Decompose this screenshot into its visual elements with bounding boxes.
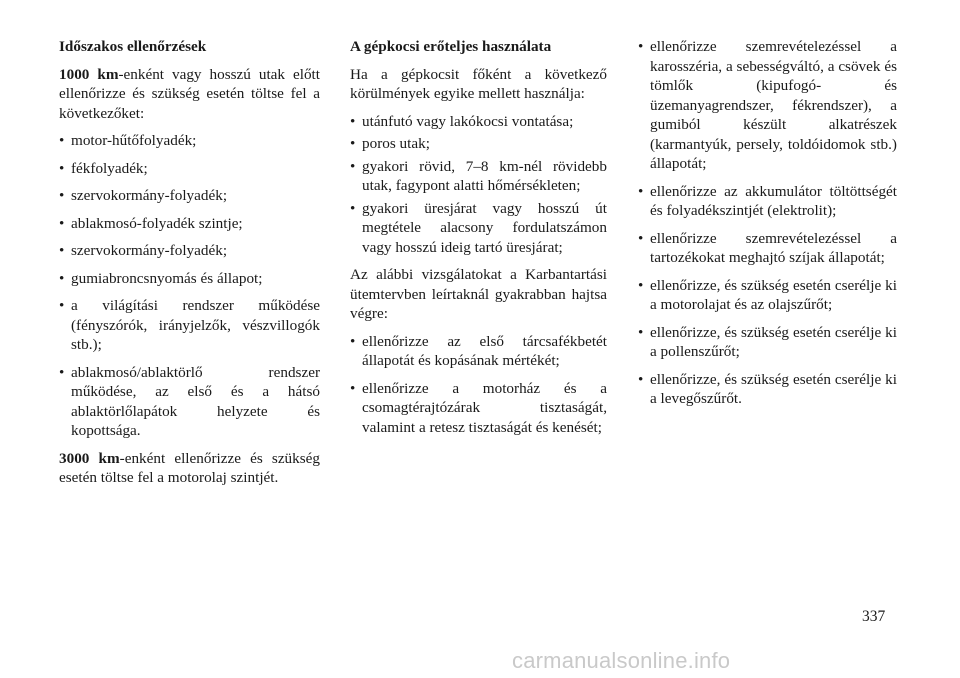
- checks-list-middle: [350, 332, 607, 438]
- paragraph-3000km-text: -enként ellenőrizze és szükség esetén töltse fel a motorolaj szintjét.: [59, 449, 320, 486]
- list-item: • motor-hűtőfolyadék;: [59, 131, 320, 151]
- list-item: • ellenőrizze a motorház és a csomagtérajtózárak tisztaságát, valamint a retesz tisztaságát és kenését;: [350, 379, 607, 438]
- section-heading-heavy-use: A gépkocsi erőteljes használata: [350, 38, 552, 55]
- list-item: • ellenőrizze az akkumulátor töltöttségét és folyadékszintjét (elektrolit);: [638, 182, 897, 221]
- watermark: carmanualsonline.info: [512, 648, 731, 673]
- list-item: • ablakmosó/ablaktörlő rendszer működése, az első és a hátsó ablaktörlőlapátok helyzete és kopottsága.: [59, 363, 320, 441]
- list-item: • gyakori rövid, 7–8 km-nél rövidebb utak, fagypont alatti hőmérsékleten;: [350, 157, 607, 196]
- page-number: 337: [862, 608, 886, 625]
- list-item: • utánfutó vagy lakókocsi vontatása;: [350, 112, 607, 132]
- list-item: • szervokormány-folyadék;: [59, 241, 320, 261]
- paragraph-3000km: [59, 449, 320, 488]
- column-right: [638, 37, 897, 417]
- paragraph-1000km: [59, 65, 320, 124]
- list-item: • ellenőrizze szemrevételezéssel a tartozékokat meghajtó szíjak állapotát;: [638, 229, 897, 268]
- paragraph-1000km-text: -enként vagy hosszú utak előtt ellenőrizze és szükség esetén töltse fel a következőket:: [59, 65, 320, 122]
- conditions-list: [350, 112, 607, 258]
- column-middle: [350, 37, 607, 445]
- paragraph-heavy-use-intro: Ha a gépkocsit főként a következő körülmények egyike mellett használja:: [350, 65, 607, 102]
- list-item: • ablakmosó-folyadék szintje;: [59, 214, 320, 234]
- paragraph-frequent-checks: Az alábbi vizsgálatokat a Karbantartási ütemtervben leírtaknál gyakrabban hajtsa végre:: [350, 266, 607, 322]
- list-item: • gyakori üresjárat vagy hosszú út megtétele alacsony fordulatszámon vagy hosszú ideig tartó üresjárat;: [350, 199, 607, 258]
- list-item: • szervokormány-folyadék;: [59, 186, 320, 206]
- list-item: • ellenőrizze, és szükség esetén cserélje ki a levegőszűrőt.: [638, 370, 897, 409]
- list-item: • ellenőrizze, és szükség esetén cserélje ki a pollenszűrőt;: [638, 323, 897, 362]
- column-left: [59, 37, 320, 496]
- bold-3000km: 3000 km: [59, 449, 120, 467]
- section-heading-periodic-checks: Időszakos ellenőrzések: [59, 38, 207, 55]
- list-item: • ellenőrizze szemrevételezéssel a karosszéria, a sebességváltó, a csövek és tömlők (kipufogó- és üzemanyagrendszer, fékrendszer), a gumiból készült alkatrészek (karmantyúk, persely, toldóidomok stb.) állapotát;: [638, 37, 897, 174]
- list-item: • ellenőrizze, és szükség esetén cserélje ki a motorolajat és az olajszűrőt;: [638, 276, 897, 315]
- list-item: • a világítási rendszer működése (fényszórók, irányjelzők, vészvillogók stb.);: [59, 296, 320, 355]
- list-item: • ellenőrizze az első tárcsafékbetét állapotát és kopásának mértékét;: [350, 332, 607, 371]
- list-item: • fékfolyadék;: [59, 159, 320, 179]
- checklist-1000km: [59, 131, 320, 441]
- list-item: • gumiabroncsnyomás és állapot;: [59, 269, 320, 289]
- bold-1000km: 1000 km: [59, 65, 119, 83]
- checks-list-right: [638, 37, 897, 409]
- list-item: • poros utak;: [350, 134, 607, 154]
